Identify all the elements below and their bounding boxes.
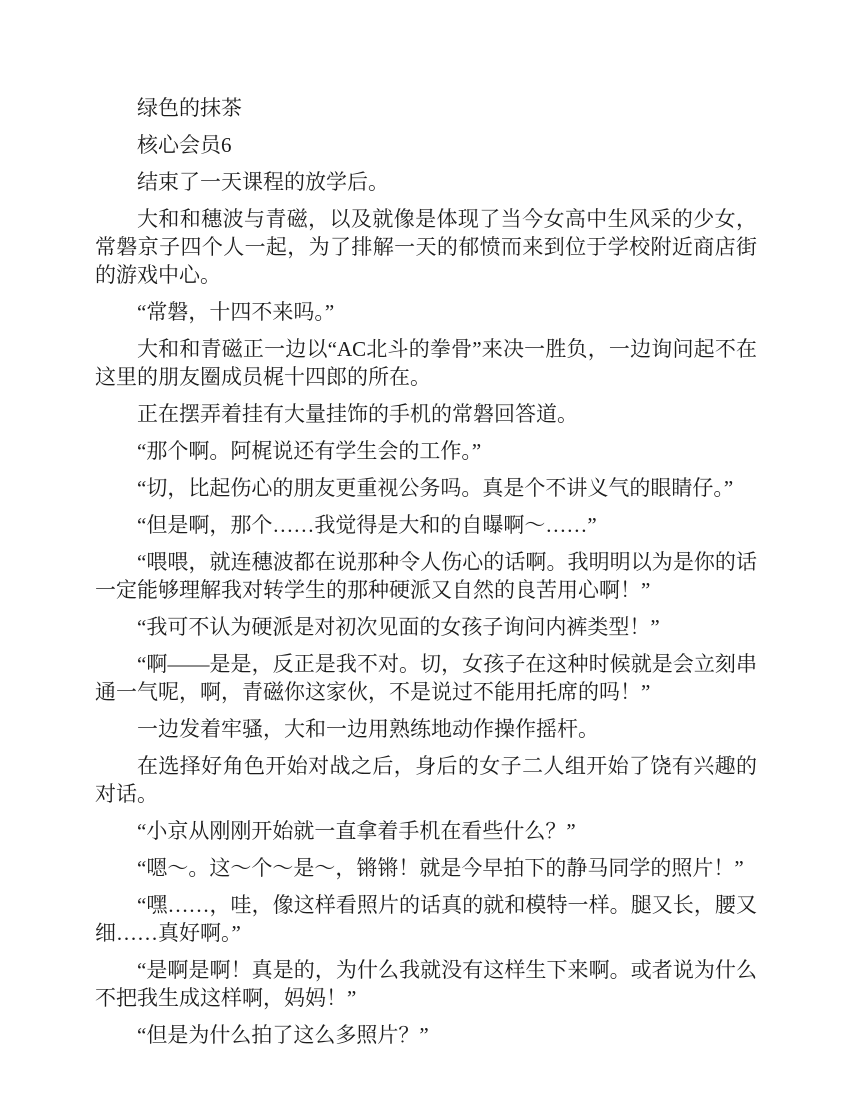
- book-title: 绿色的抹茶: [137, 96, 242, 120]
- paragraph: “小京从刚刚开始就一直拿着手机在看些什么？”: [137, 819, 576, 843]
- paragraph: “但是为什么拍了这么多照片？”: [137, 1023, 429, 1047]
- paragraph: “切，比起伤心的朋友更重视公务吗。真是个不讲义气的眼睛仔。”: [137, 476, 734, 500]
- paragraph: “常磐，十四不来吗。”: [137, 300, 335, 324]
- paragraph: 结束了一天课程的放学后。: [137, 170, 389, 194]
- paragraph: 正在摆弄着挂有大量挂饰的手机的常磐回答道。: [137, 402, 578, 426]
- paragraph: “嗯～。这～个～是～，锵锵！就是今早拍下的静马同学的照片！”: [137, 856, 744, 880]
- paragraph: 一边发着牢骚，大和一边用熟练地动作操作摇杆。: [137, 717, 599, 741]
- chapter-title: 核心会员6: [137, 133, 232, 157]
- document-body: [95, 94, 757, 1058]
- paragraph: 大和和青磁正一边以“AC北斗的拳骨”来决一胜负，一边询问起不在这里的朋友圈成员梶十四郎的所在。: [95, 337, 757, 389]
- paragraph: “但是啊，那个……我觉得是大和的自曝啊～……”: [137, 513, 597, 537]
- paragraph: 在选择好角色开始对战之后，身后的女子二人组开始了饶有兴趣的对话。: [95, 754, 757, 806]
- paragraph: 大和和穗波与青磁，以及就像是体现了当今女高中生风采的少女，常磐京子四个人一起，为了排解一天的郁愤而来到位于学校附近商店街的游戏中心。: [95, 207, 757, 287]
- paragraph: “是啊是啊！真是的，为什么我就没有这样生下来啊。或者说为什么不把我生成这样啊，妈妈！”: [95, 958, 757, 1010]
- paragraph: “那个啊。阿梶说还有学生会的工作。”: [137, 439, 482, 463]
- paragraph: “喂喂，就连穗波都在说那种令人伤心的话啊。我明明以为是你的话一定能够理解我对转学生的那种硬派又自然的良苦用心啊！”: [95, 550, 757, 602]
- paragraph: “嘿……，哇，像这样看照片的话真的就和模特一样。腿又长，腰又细……真好啊。”: [95, 893, 757, 945]
- paragraph: “啊——是是，反正是我不对。切，女孩子在这种时候就是会立刻串通一气呢，啊，青磁你这家伙，不是说过不能用托席的吗！”: [95, 652, 757, 704]
- paragraph: “我可不认为硬派是对初次见面的女孩子询问内裤类型！”: [137, 615, 660, 639]
